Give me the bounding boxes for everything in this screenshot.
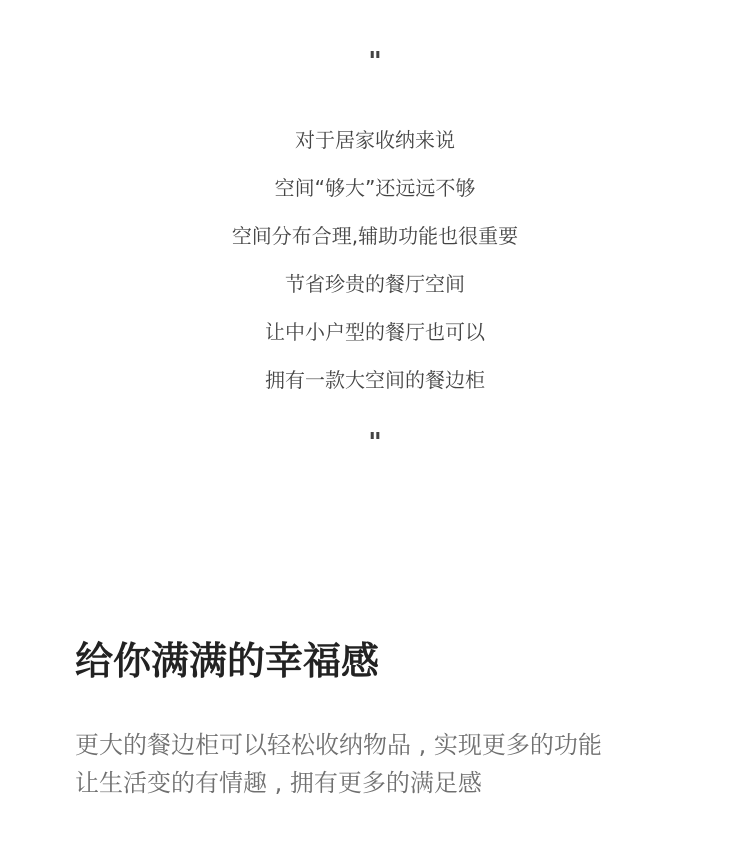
quote-line: 拥有一款大空间的餐边柜 — [265, 368, 485, 392]
quote-block — [0, 122, 750, 410]
section-description — [75, 726, 685, 802]
section-title: 给你满满的幸福感 — [75, 639, 380, 683]
quote-line: 对于居家收纳来说 — [295, 128, 455, 152]
closing-quote-mark: " — [368, 428, 382, 458]
quote-line: 空间“够大”还远远不够 — [274, 176, 476, 200]
quote-line: 空间分布合理,辅助功能也很重要 — [231, 224, 519, 248]
description-line: 更大的餐边柜可以轻松收纳物品 , 实现更多的功能 — [75, 731, 602, 759]
description-line: 让生活变的有情趣 , 拥有更多的满足感 — [75, 769, 482, 797]
quote-line: 让中小户型的餐厅也可以 — [265, 320, 485, 344]
quote-line: 节省珍贵的餐厅空间 — [285, 272, 465, 296]
opening-quote-mark: " — [368, 47, 382, 77]
